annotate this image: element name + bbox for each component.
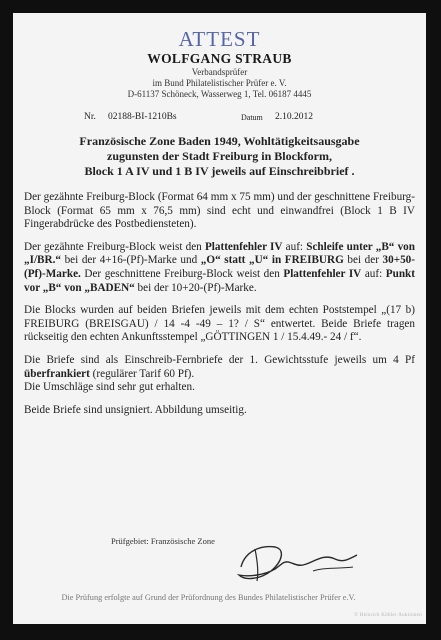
emphasis: Plattenfehler IV [204,240,283,253]
certificate-page [13,13,426,624]
paragraph-unsigned: Beide Briefe sind unsigniert. Abbildung umseitig. [24,403,247,416]
text: (regulärer Tarif 60 Pf). [89,367,195,380]
text: Die Briefe sind als Einschreib-Fernbriefe der 1. Gewichtsstufe jeweils um 4 Pf [24,353,415,366]
title-line-3: Block 1 A IV und 1 B IV jeweils auf Einschreibbrief . [84,164,355,178]
date-label: Datum [241,113,263,122]
emphasis: Plattenfehler IV [283,267,362,280]
text: Der gezähnte Freiburg-Block weist den [24,240,205,253]
examiner-org: im Bund Philatelistischer Prüfer e. V. [152,78,287,88]
nr-value: 02188-BI-1210Bs [108,112,177,122]
emphasis: überfrankiert [24,367,90,380]
nr-label: Nr. [84,112,96,122]
watermark: © Heinrich Köhler Auktionen [354,613,422,618]
emphasis: Schleife unter „B“ von „I/BR.“ [24,240,415,267]
date-value: 2.10.2012 [275,112,313,122]
text: bei der 4+16-(Pf)-Marke und [61,254,201,267]
paragraph-plate-errors [24,241,415,295]
signature-stroke [255,549,258,581]
certificate-number-line [24,112,415,126]
examiner-name: WOLFGANG STRAUB [147,51,292,66]
emphasis: „O“ statt „U“ in FREIBURG [200,254,344,267]
text: bei der [343,254,383,267]
text: auf: [282,240,307,253]
paragraph-authenticity: Der gezähnte Freiburg-Block (Format 64 mm x 75 mm) und der geschnittene Freiburg-Block (Format 65 mm x 76,5 mm) sind echt und einwandfrei (Block 1 B IV Fingerabdrücke des Postbediensteten). [24,191,415,231]
text: Der geschnittene Freiburg-Block weist den [80,267,284,280]
paragraph-postmarks: Die Blocks wurden auf beiden Briefen jeweils mit dem echten Poststempel „(17 b) FREIBURG (BREISGAU) / 14 -4 -49 – 1? / S“ entwertet. Beide Briefe tragen rückseitig den echten Ankunftsstempel „GÖTTINGEN 1 / 15.4.49.- 24 / f“. [24,304,415,344]
title-line-2: zugunsten der Stadt Freiburg in Blockform, [107,149,332,163]
signature-label: Prüfgebiet: Französische Zone [111,536,215,546]
certificate-content [24,19,415,417]
signature-stroke [313,567,353,571]
attest-heading: ATTEST [178,27,261,51]
paragraph-franking [24,354,415,395]
emphasis: Punkt vor „B“ von „BADEN“ [24,267,415,294]
footer-note: Die Prüfung erfolgte auf Grund der Prüfordnung des Bundes Philatelistischer Prüfer e.V. [61,593,356,602]
text: bei der 10+20-(Pf)-Marke. [134,281,257,294]
text: auf: [361,267,386,280]
title-line-1: Französische Zone Baden 1949, Wohltätigkeitsausgabe [79,134,360,148]
signature-graphic [13,537,404,587]
certificate-title [24,134,415,179]
text: Die Umschläge sind sehr gut erhalten. [24,381,195,394]
examiner-role: Verbandsprüfer [191,67,248,77]
emphasis: 30+50-(Pf)-Marke. [24,254,416,280]
examiner-address: D-61137 Schöneck, Wasserweg 1, Tel. 06187 4445 [127,89,312,99]
